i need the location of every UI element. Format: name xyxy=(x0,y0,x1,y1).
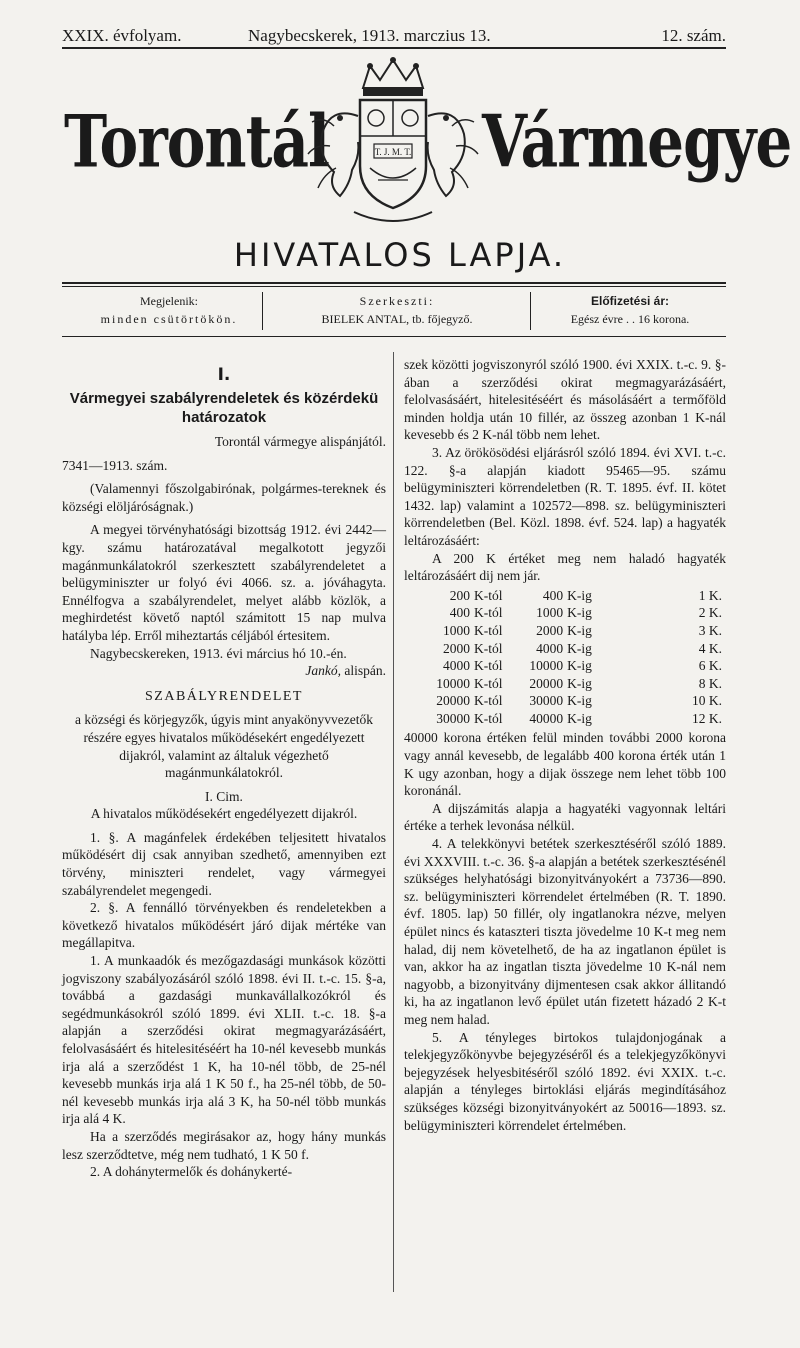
fee-to-value: 20000 xyxy=(529,675,564,691)
fee-from-label: K-tól xyxy=(473,605,503,621)
section-title: Vármegyei szabályrendeletek és közérdekü határozatok xyxy=(69,390,379,426)
fee-from-label: K-tól xyxy=(473,693,503,709)
info-rule-bottom xyxy=(62,336,726,337)
decree-title: SZABÁLYRENDELET xyxy=(145,688,303,704)
fee-to-value: 4000 xyxy=(536,640,564,656)
addressees: (Valamennyi főszolgabirónak, polgármes-tereknek és községi elöljáróságnak.) xyxy=(62,481,386,514)
item-1b: Ha a szerződés megirásakor az, hogy hány munkás lesz szerződtetve, még nem tudható, 1 K 50 f. xyxy=(62,1128,386,1162)
fee-row xyxy=(404,657,726,675)
masthead-right-word: Vármegye xyxy=(482,98,792,184)
left-column xyxy=(62,356,386,1181)
fee-from-value: 1000 xyxy=(442,622,470,638)
info-editor xyxy=(268,292,526,328)
subscription-value: Egész évre . . 16 korona. xyxy=(570,312,690,326)
fee-from-value: 200 xyxy=(449,587,470,603)
fee-from-label: K-tól xyxy=(473,640,503,656)
editor-value: BIELEK ANTAL, tb. főjegyző. xyxy=(321,312,473,326)
editor-label: Szerkeszti: xyxy=(359,294,435,308)
fee-from-value: 4000 xyxy=(442,658,470,674)
fee-from-value: 400 xyxy=(449,605,470,621)
fee-row xyxy=(404,692,726,710)
fee-from-value: 30000 xyxy=(436,710,470,726)
coat-of-arms-icon xyxy=(300,56,486,231)
fee-note: 40000 korona értéken felül minden további 2000 korona vagy annál kevesebb, de legalább 400 korona érték után 1 K ugy azonban, hogy a dijak összege nem lehet több 100 koronánál. xyxy=(404,730,726,799)
chapter-title: I. Cim. xyxy=(205,788,243,804)
subtitle-rule-top xyxy=(62,282,726,284)
fee-from-value: 10000 xyxy=(436,675,470,691)
fee-to-value: 40000 xyxy=(529,710,564,726)
fee-to-label: K-ig xyxy=(567,658,592,674)
info-divider-1 xyxy=(262,292,263,330)
header-line xyxy=(62,26,726,46)
masthead-left-word: Torontál xyxy=(64,98,330,184)
fee-to-value: 400 xyxy=(542,587,564,603)
fee-to-label: K-ig xyxy=(567,605,592,621)
fee-to-value: 30000 xyxy=(529,693,564,709)
reference-number: 7341—1913. szám. xyxy=(62,457,168,473)
fee-to-label: K-ig xyxy=(567,710,592,726)
fee-to-value: 2000 xyxy=(536,622,564,638)
fee-to-value: 1000 xyxy=(536,605,564,621)
fee-row xyxy=(404,587,726,605)
volume-label: XXIX. évfolyam. xyxy=(62,26,182,45)
info-subscription xyxy=(536,292,724,328)
header-rule xyxy=(62,47,726,49)
fee-table xyxy=(404,587,726,728)
intro-paragraph: A megyei törvényhatósági bizottság 1912. évi 2442—kgy. számu határozatával megalkotott jegyzői magánmunkálatokról szerkesztett szabályrendeletet a belügyminiszter ur folyó évi 4066. sz. a. jóváhagyta. Ennélfogva a szabályrendelet, melyet alább közlök, a meghirdetést követő naptól számitott 15 nap mulva hatályba lép. Erről miheztartás céljából értesitem. xyxy=(62,522,386,643)
fee-from-value: 2000 xyxy=(442,640,470,656)
item-4: 4. A telekkönyvi betétek szerkesztéséről szóló 1889. évi XXXVIII. t.-c. 36. §-a alapján a betétek szerkesztésénél szükséges helyhatósági bizonyitványokért a 73736—890. sz. belügyminiszteri körrendelet értelmében (R. T. 1890. évf. 1805. lap) 50 fillér, oly ingatlanokra nézve, melyen épület nincs és kataszteri tiszta jövedelme 10 K-t meg nem halad, dij nem követelhető, de ha az ingatlanon épület is van, akkor ha az ingatlan tiszta jövedelme 10 K-nál nem nagyobb, a bizonyitvány dijmentesen csak akkor állitandó ki, ha az ingatlanon levő épület után fizetett házadó 2 K-t meg nem halad. xyxy=(404,836,726,1027)
column-divider xyxy=(393,352,394,1292)
paragraph-1: 1. §. A magánfelek érdekében teljesitett hivatalos működésért dij csak annyiban szedhető, amennyiben ezt törvény, miniszteri rendelet, vagy vármegyei szabályrendelet megengedi. xyxy=(62,829,386,898)
info-appears xyxy=(82,292,256,328)
info-divider-2 xyxy=(530,292,531,330)
fee-amount: 12 K. xyxy=(692,710,722,726)
fee-amount: 4 K. xyxy=(698,640,722,656)
fee-amount: 2 K. xyxy=(698,605,722,621)
decree-subtitle: a községi és körjegyzők, úgyis mint anyakönyvvezetők részére egyes hivatalos működésekért engedélyezett dijakról, valamint az általuk végezhető magánmunkálatokról. xyxy=(74,712,374,781)
fee-to-label: K-ig xyxy=(567,693,592,709)
place-date: Nagybecskerek, 1913. marczius 13. xyxy=(248,26,491,45)
fee-amount: 6 K. xyxy=(698,658,722,674)
fee-amount: 10 K. xyxy=(692,693,722,709)
masthead-subtitle: HIVATALOS LAPJA. xyxy=(233,236,567,274)
fee-from-label: K-tól xyxy=(473,675,503,691)
item-5: 5. A tényleges birtokos tulajdonjogának a telekjegyzőkönyvbe bejegyzéséről és a telekjegyzőkönyvi bejegyzések helyesbitéséről szóló 1892. évi XXIX. t.-c. alapján a tényleges birtoklási eljárás megindításához szükséges községi bizonyitványokért az 50016—1893. sz. belügyminiszteri körrendelet értelmében. xyxy=(404,1029,726,1133)
fee-to-label: K-ig xyxy=(567,640,592,656)
item-2-continued: szek közötti jogviszonyról szóló 1900. évi XXIX. t.-c. 9. §-ában a szerződési okirat megmagyarázásáért, felolvasásáért, hitelesitéséért és másolásáért a termőföld minden holdja után 10 fillér, az összeg azonban 1 K-nál kevesebb és 2 K-nál több nem lehet. xyxy=(404,357,726,443)
fee-amount: 3 K. xyxy=(698,622,722,638)
fee-from-value: 20000 xyxy=(436,693,470,709)
fee-row xyxy=(404,622,726,640)
appears-label: Megjelenik: xyxy=(140,294,198,308)
section-number: I. xyxy=(217,365,231,385)
issue-number: 12. szám. xyxy=(661,26,726,45)
paragraph-2: 2. §. A fennálló törvényekben és rendeletekben a következő hivatalos működésért járó dijak mértéke van megállapitva. xyxy=(62,900,386,951)
fee-row xyxy=(404,710,726,728)
fee-from-label: K-tól xyxy=(473,622,503,638)
fee-basis: A dijszámitás alapja a hagyatéki vagyonnak leltári értéke a terhek levonása nélkül. xyxy=(404,800,726,834)
fee-from-label: K-tól xyxy=(473,710,503,726)
fee-to-label: K-ig xyxy=(567,675,592,691)
fee-to-value: 10000 xyxy=(529,658,564,674)
fee-row xyxy=(404,604,726,622)
signature xyxy=(62,662,386,680)
fee-to-label: K-ig xyxy=(567,587,592,603)
fee-to-label: K-ig xyxy=(567,622,592,638)
item-3: 3. Az örökösödési eljárásról szóló 1894. évi XVI. t.-c. 122. §-a alapján kiadott 95465—95. számu belügyminiszteri körrendeletben (R. T. 1895. évf. II. kötet 1432. lap) valamint a 102572—898. sz. belügyminiszteri körrendeletben (Bel. Közl. 1898. évf. 524. lap) a hagyaték leltározásáért: xyxy=(404,444,726,548)
fee-from-label: K-tól xyxy=(473,587,503,603)
right-column xyxy=(404,356,726,1134)
crest-text: Т. Ј. М. Т. xyxy=(374,147,412,157)
fee-amount: 8 K. xyxy=(698,675,722,691)
fee-row xyxy=(404,640,726,658)
item-1: 1. A munkaadók és mezőgazdasági munkások közötti jogviszony szabályozásáról szóló 1898. évi II. t.-c. 15. §-a, továbbá a gazdasági munkavállalkozókról és segédmunkásokról szóló 1899. évi XLII. t.-c. 18. §-a alapján a szerződési okirat megmagyarázásáért, felolvasásáért és hitelesitéséért ha 10-nél kevesebb munkás irja alá a szerződést 1 K, ha 10-nél több, de 25-nél kevesebb munkás irja alá 1 K 50 f., ha 25-nél több, de 50-nél kevesebb munkás irja alá 3 K, ha 50-nél több munkás irja alá 4 K. xyxy=(62,953,386,1127)
fee-row xyxy=(404,675,726,693)
fee-intro: A 200 K értéket meg nem haladó hagyaték leltározásáért dij nem jár. xyxy=(404,550,726,584)
signature-name: Jankó, xyxy=(305,663,341,679)
item-2-start: 2. A dohánytermelők és dohánykerté- xyxy=(90,1164,293,1180)
subscription-label: Előfizetési ár: xyxy=(590,294,670,308)
fee-from-label: K-tól xyxy=(473,658,503,674)
office-line: Torontál vármegye alispánjától. xyxy=(214,434,386,449)
dateline: Nagybecskereken, 1913. évi március hó 10.-én. xyxy=(90,645,347,661)
signature-title: alispán. xyxy=(344,663,386,679)
fee-amount: 1 K. xyxy=(698,587,722,603)
appears-value: minden csütörtökön. xyxy=(100,312,238,326)
subtitle-rule-thin xyxy=(62,286,726,287)
chapter-subtitle: A hivatalos működésekért engedélyezett dijakról. xyxy=(90,806,358,822)
